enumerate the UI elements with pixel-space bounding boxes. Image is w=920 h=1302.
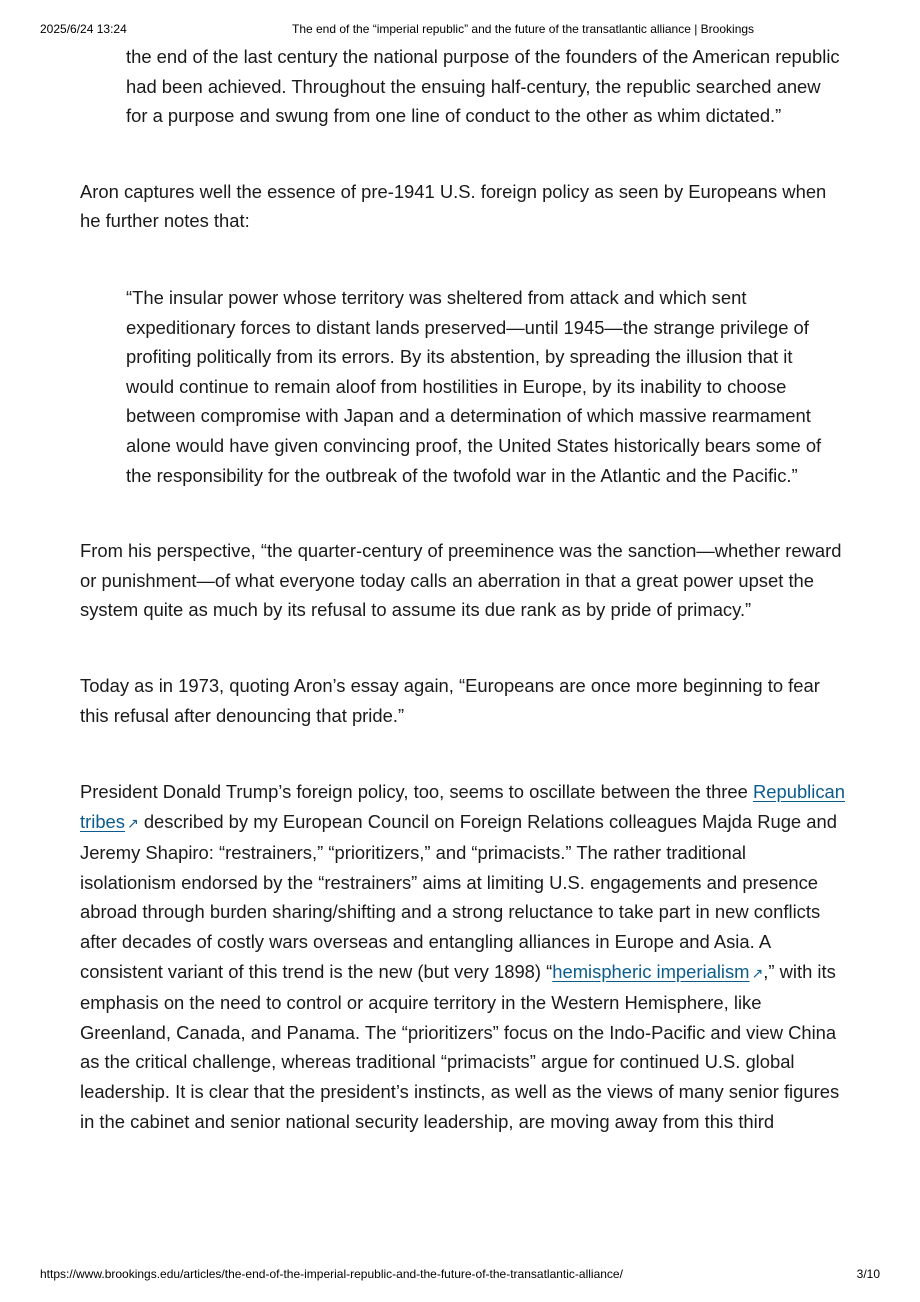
print-url: https://www.brookings.edu/articles/the-end-of-the-imperial-republic-and-the-future-of-the-transatlantic-alliance/ (40, 1267, 623, 1281)
republican-tribes-link-label: Republican tribes (80, 781, 845, 832)
paragraph-trump (80, 777, 845, 1136)
external-link-icon: ↗ (126, 814, 139, 831)
block-quote-2: “The insular power whose territory was sheltered from attack and which sent expeditionary forces to distant lands preserved—until 1945—the strange privilege of profiting politically from its errors. By its abstention, by spreading the illusion that it would continue to remain aloof from hostilities in Europe, by its inability to choose between compromise with Japan and a determination of which massive rearmament alone would have given convincing proof, the United States historically bears some of the responsibility for the outbreak of the twofold war in the Atlantic and the Pacific.” (126, 286, 822, 486)
block-quote-1: the end of the last century the national purpose of the founders of the American republic had been achieved. Throughout the ensuing half-century, the republic searched anew for a purpose and swung from one line of conduct to the other as whim dictated.” (126, 46, 840, 127)
print-footer (40, 1267, 880, 1283)
paragraph-trump-text-2: described by my European Council on Foreign Relations colleagues Majda Ruge and Jeremy Shapiro: “restrainers,” “prioritizers,” and “primacists.” The rather traditional isolationism endorsed by the “restrainers” aims at limiting U.S. engagements and presence abroad through burden sharing/shifting and a strong reluctance to take part in new conflicts after decades of costly wars overseas and entangling alliances in Europe and Asia. A consistent variant of this trend is the new (but very 1898) “ (80, 810, 837, 982)
paragraph-perspective: From his perspective, “the quarter-century of preeminence was the sanction—whether reward or punishment—of what everyone today calls an aberration in that a great power upset the system quite as much by its refusal to assume its due rank as by pride of primacy.” (80, 540, 842, 621)
external-link-icon: ↗ (751, 964, 764, 981)
paragraph-aron: Aron captures well the essence of pre-1941 U.S. foreign policy as seen by Europeans when he further notes that: (80, 180, 827, 232)
paragraph-trump-text-1: President Donald Trump’s foreign policy, too, seems to oscillate between the three (80, 781, 753, 803)
print-page-title: The end of the “imperial republic” and the future of the transatlantic alliance | Brookings (292, 22, 755, 36)
print-header (40, 22, 880, 38)
article-body (80, 42, 845, 1254)
print-datetime: 2025/6/24 13:24 (40, 22, 127, 36)
paragraph-today: Today as in 1973, quoting Aron’s essay again, “Europeans are once more beginning to fear this refusal after denouncing that pride.” (80, 674, 820, 726)
hemispheric-imperialism-link-label: hemispheric imperialism (552, 960, 750, 982)
hemispheric-imperialism-link[interactable] (552, 961, 763, 982)
print-page-number: 3/10 (856, 1267, 880, 1281)
paragraph-trump-text-3: ,” with its emphasis on the need to control or acquire territory in the Western Hemisphere, like Greenland, Canada, and Panama. The “prioritizers” focus on the Indo-Pacific and view China as the critical challenge, whereas traditional “primacists” argue for continued U.S. global leadership. It is clear that the president’s instincts, as well as the views of many senior figures in the cabinet and senior national security leadership, are moving away from this third (80, 960, 840, 1132)
